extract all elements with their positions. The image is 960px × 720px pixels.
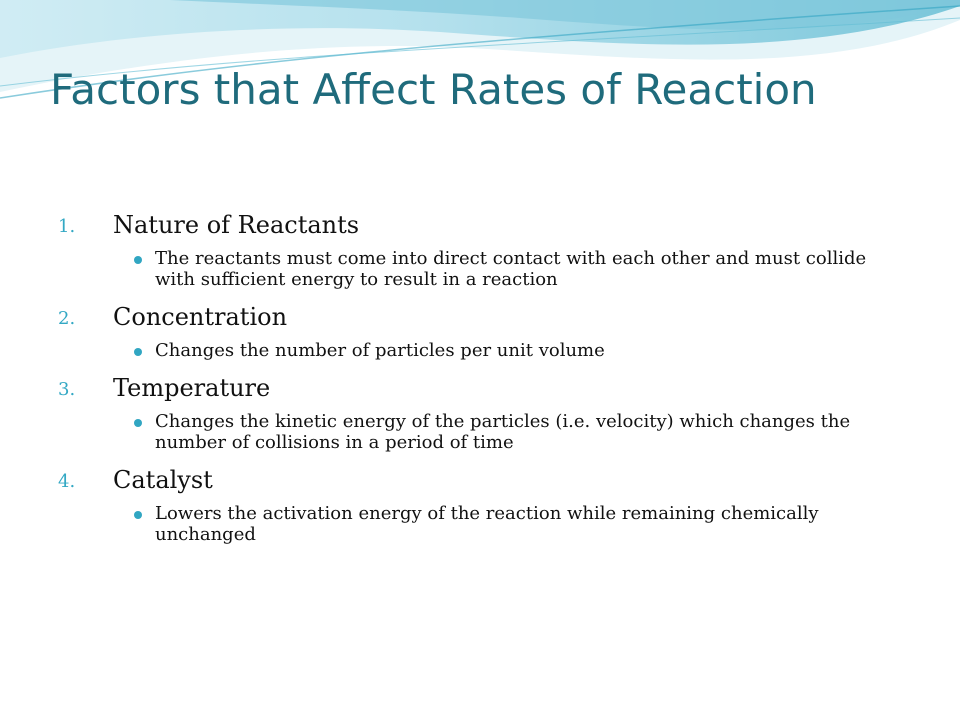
factor-heading [58,296,908,338]
factor-heading [58,204,908,246]
factor-item [58,296,908,367]
detail-item [58,246,908,296]
detail-item [58,338,908,367]
detail-item [58,409,908,459]
bullet-icon [134,256,142,264]
factor-heading [58,459,908,501]
factor-number: 4. [58,471,76,492]
factor-item [58,204,908,296]
detail-list [58,338,908,367]
factor-number: 3. [58,379,76,400]
factor-label: Catalyst [113,466,213,494]
factor-label: Concentration [113,303,288,331]
slide-title: Factors that Affect Rates of Reaction [50,65,817,114]
factor-number: 1. [58,216,76,237]
detail-list [58,409,908,459]
factor-label: Nature of Reactants [113,211,360,239]
factor-list [58,204,908,551]
detail-text: The reactants must come into direct contact with each other and must collide with sufficient energy to result in a reaction [155,248,867,290]
detail-text: Changes the kinetic energy of the particles (i.e. velocity) which changes the number of collisions in a period of time [155,411,851,453]
factor-label: Temperature [113,374,271,402]
factor-number: 2. [58,308,76,329]
detail-text: Changes the number of particles per unit volume [155,340,605,361]
detail-text: Lowers the activation energy of the reaction while remaining chemically unchanged [155,503,819,545]
bullet-icon [134,348,142,356]
factor-item [58,367,908,459]
detail-list [58,246,908,296]
detail-list [58,501,908,551]
detail-item [58,501,908,551]
factor-item [58,459,908,551]
factor-heading [58,367,908,409]
bullet-icon [134,511,142,519]
bullet-icon [134,419,142,427]
